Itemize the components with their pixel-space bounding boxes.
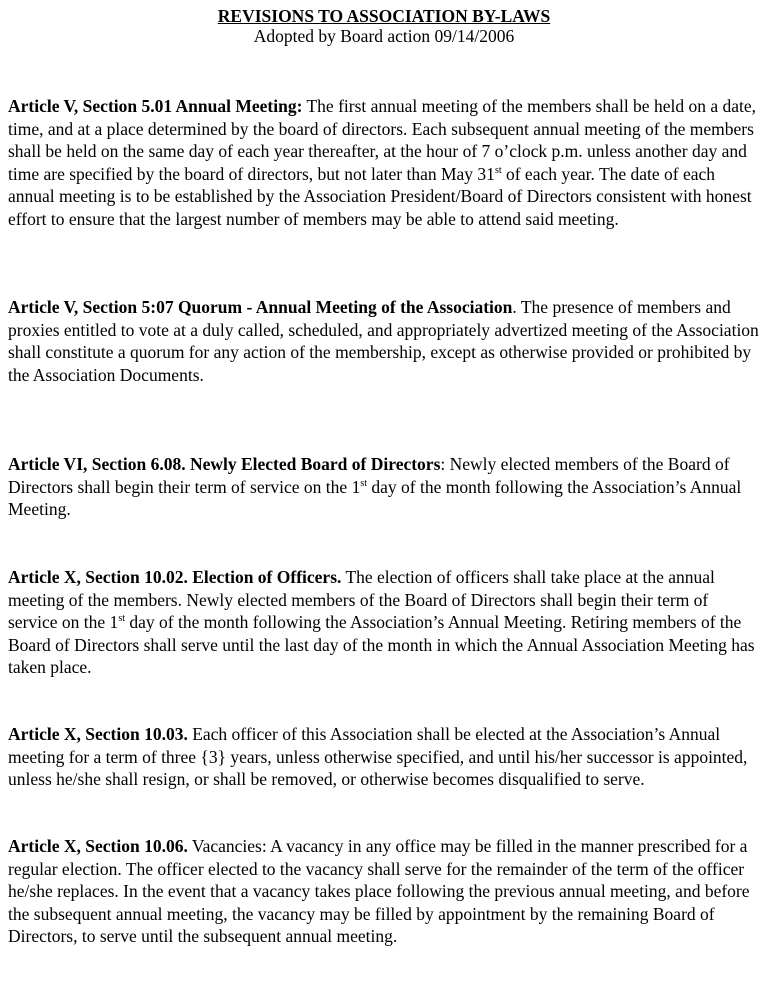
section-article-10-02: [8, 566, 760, 679]
section-article-6-08: [8, 453, 760, 521]
section-article-5-07: [8, 296, 760, 386]
section-heading: Article V, Section 5:07 Quorum - Annual Meeting of the Association: [8, 297, 513, 317]
ordinal-suffix: st: [118, 613, 125, 625]
section-heading: Article X, Section 10.06.: [8, 836, 188, 856]
document-subtitle: Adopted by Board action 09/14/2006: [253, 26, 515, 46]
section-text: Each officer of this Association shall be elected at the Association’s Annual meeting for a term of three {3} years, unless otherwise specified, and until his/her successor is appointed, unless he/she shall resign, or shall be removed, or otherwise becomes disqualified to serve.: [8, 724, 748, 789]
section-article-10-03: [8, 723, 760, 791]
section-text: day of the month following the Association’s Annual Meeting.: [8, 476, 742, 519]
section-text: : Newly elected members of the Board of Directors shall begin their term of service on the 1: [8, 454, 730, 497]
document-title: REVISIONS TO ASSOCIATION BY-LAWS: [217, 6, 551, 26]
section-text: Vacancies: A vacancy in any office may be filled in the manner prescribed for a regular election. The officer elected to the vacancy shall serve for the remainder of the term of the officer he/she replaces. In the event that a vacancy takes place following the previous annual meeting, and before the subsequent annual meeting, the vacancy may be filled by appointment by the remaining Board of Directors, to serve until the subsequent annual meeting.: [8, 836, 750, 946]
section-heading: Article VI, Section 6.08. Newly Elected Board of Directors: [8, 454, 441, 474]
section-text: day of the month following the Association’s Annual Meeting. Retiring members of the Board of Directors shall serve until the last day of the month in which the Annual Association Meeting has taken place.: [8, 612, 755, 677]
ordinal-suffix: st: [494, 164, 502, 176]
document-header: [0, 6, 768, 46]
section-article-10-06: [8, 835, 760, 948]
section-heading: Article X, Section 10.02. Election of Officers.: [8, 567, 342, 587]
section-heading: Article X, Section 10.03.: [8, 724, 188, 744]
section-text: . The presence of members and proxies entitled to vote at a duly called, scheduled, and appropriately advertized meeting of the Association shall constitute a quorum for any action of the membership, except as otherwise provided or prohibited by the Association Documents.: [8, 297, 759, 385]
section-article-5-01: [8, 95, 760, 230]
section-text: The election of officers shall take place at the annual meeting of the members. Newly elected members of the Board of Directors shall begin their term of service on the 1: [8, 567, 715, 632]
ordinal-suffix: st: [360, 477, 367, 489]
section-text: of each year. The date of each annual meeting is to be established by the Association President/Board of Directors consistent with honest effort to ensure that the largest number of members may be able to attend said meeting.: [8, 163, 752, 229]
section-heading: Article V, Section 5.01 Annual Meeting:: [8, 96, 303, 116]
section-text: The first annual meeting of the members shall be held on a date, time, and at a place determined by the board of directors. Each subsequent annual meeting of the members shall be held on the same day of each year thereafter, at the hour of 7 o’clock p.m. unless another day and time are specified by the board of directors, but not later than May 31: [8, 96, 756, 184]
